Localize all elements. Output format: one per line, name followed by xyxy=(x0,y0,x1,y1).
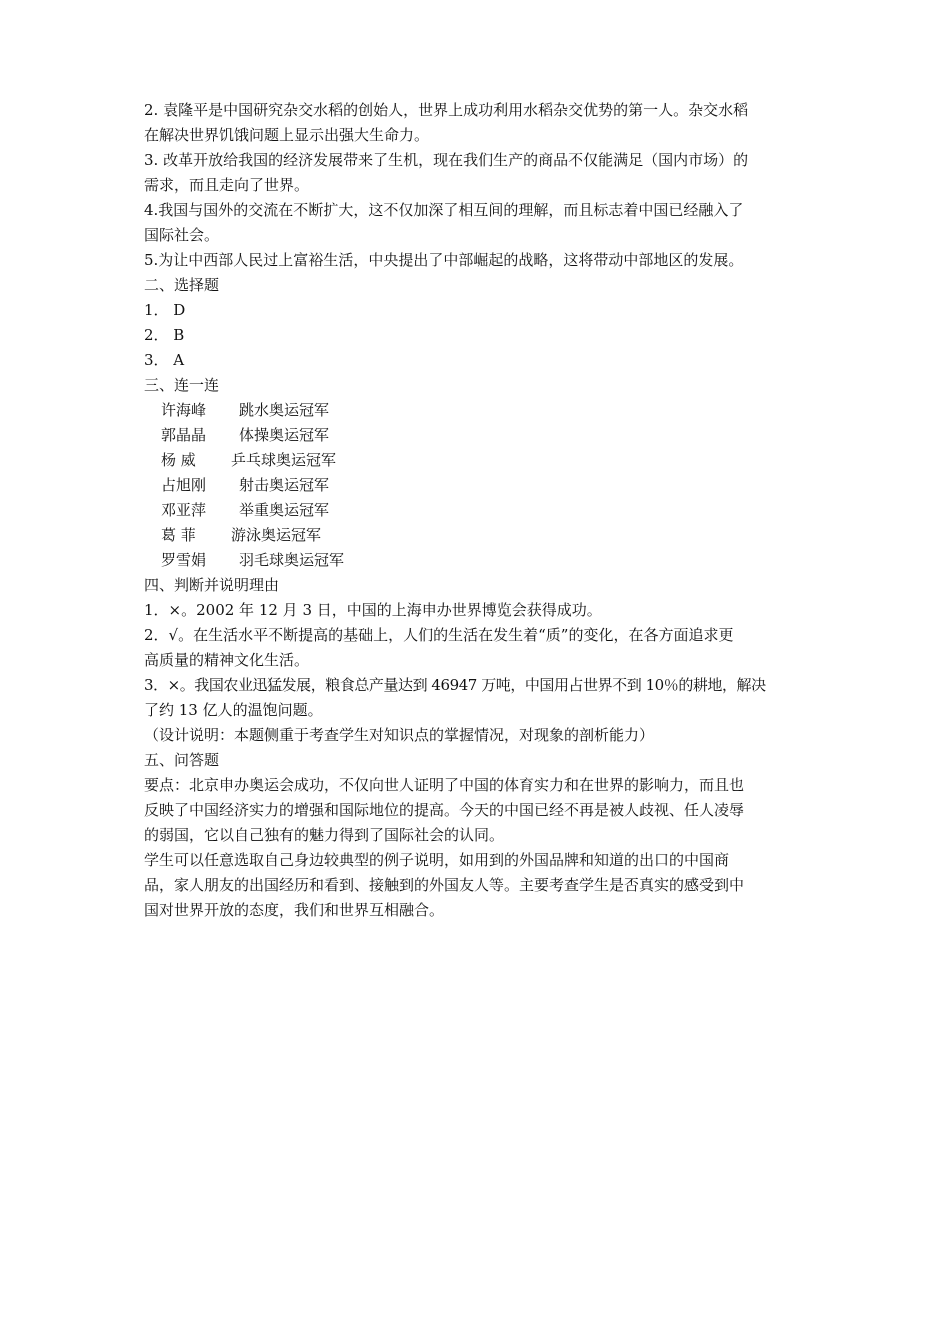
paragraph-line: 品，家人朋友的出国经历和看到、接触到的外国友人等。主要考查学生是否真实的感受到中 xyxy=(144,876,745,894)
section4-judgement xyxy=(144,573,810,748)
paragraph-line: 要点：北京申办奥运会成功，不仅向世人证明了中国的体育实力和在世界的影响力，而且也 xyxy=(144,776,745,794)
answer-item-4 xyxy=(144,198,810,248)
paragraph-line: 反映了中国经济实力的增强和国际地位的提高。今天的中国已经不再是被人歧视、任人凌辱 xyxy=(144,801,745,819)
answer-line: 4.我国与国外的交流在不断扩大，这不仅加深了相互间的理解，而且标志着中国已经融入了 xyxy=(144,201,744,219)
match-row xyxy=(144,473,810,498)
section5-questions xyxy=(144,748,810,923)
answer-paragraph xyxy=(144,773,810,848)
athlete-name: 郭晶晶 xyxy=(161,426,207,444)
judgement-item-2 xyxy=(144,623,810,673)
judgement-line: 2．√。在生活水平不断提高的基础上，人们的生活在发生着“质”的变化，在各方面追求更 xyxy=(144,626,734,644)
answer-item-5 xyxy=(144,248,810,273)
match-row xyxy=(144,548,810,573)
judgement-item-3 xyxy=(144,673,810,723)
answer-line: 国际社会。 xyxy=(144,226,220,244)
section-heading: 三、连一连 xyxy=(144,376,220,394)
champion-title: 射击奥运冠军 xyxy=(239,476,330,494)
athlete-name: 葛 菲 xyxy=(161,526,196,544)
athlete-name: 占旭刚 xyxy=(161,476,207,494)
section3-matching xyxy=(144,373,810,573)
section-heading: 四、判断并说明理由 xyxy=(144,576,280,594)
athlete-name: 邓亚萍 xyxy=(161,501,207,519)
answer-item-2 xyxy=(144,98,810,148)
document-page xyxy=(144,98,810,923)
section2-multiple-choice xyxy=(144,273,810,373)
section-heading: 五、问答题 xyxy=(144,751,220,769)
judgement-line: 1．×。2002 年 12 月 3 日，中国的上海申办世界博览会获得成功。 xyxy=(144,601,602,619)
champion-title: 跳水奥运冠军 xyxy=(239,401,330,419)
choice-answer: 3． A xyxy=(144,351,185,369)
athlete-name: 罗雪娟 xyxy=(161,551,207,569)
section-heading: 二、选择题 xyxy=(144,276,220,294)
judgement-line: 了约 13 亿人的温饱问题。 xyxy=(144,701,323,719)
paragraph-line: 国对世界开放的态度，我们和世界互相融合。 xyxy=(144,901,445,919)
section1-answers xyxy=(144,98,810,273)
match-row xyxy=(144,448,810,473)
paragraph-line: 的弱国，它以自己独有的魅力得到了国际社会的认同。 xyxy=(144,826,505,844)
champion-title: 羽毛球奥运冠军 xyxy=(239,551,345,569)
answer-line: 3. 改革开放给我国的经济发展带来了生机，现在我们生产的商品不仅能满足（国内市场）的 xyxy=(144,151,749,169)
answer-paragraph xyxy=(144,848,810,923)
answer-line: 需求，而且走向了世界。 xyxy=(144,176,310,194)
paragraph-line: 学生可以任意选取自己身边较典型的例子说明，如用到的外国品牌和知道的出口的中国商 xyxy=(144,851,730,869)
answer-line: 5.为让中西部人民过上富裕生活，中央提出了中部崛起的战略，这将带动中部地区的发展。 xyxy=(144,251,744,269)
answer-item-3 xyxy=(144,148,810,198)
answer-line: 2. 袁隆平是中国研究杂交水稻的创始人，世界上成功利用水稻杂交优势的第一人。杂交水稻 xyxy=(144,101,749,119)
judgement-item-1 xyxy=(144,598,810,623)
athlete-name: 许海峰 xyxy=(161,401,207,419)
design-note: （设计说明：本题侧重于考查学生对知识点的掌握情况，对现象的剖析能力） xyxy=(144,726,655,744)
match-row xyxy=(144,423,810,448)
choice-answer: 1． D xyxy=(144,301,186,319)
match-row xyxy=(144,498,810,523)
choice-answer: 2． B xyxy=(144,326,185,344)
champion-title: 体操奥运冠军 xyxy=(239,426,330,444)
champion-title: 游泳奥运冠军 xyxy=(231,526,322,544)
judgement-line: 3．×。我国农业迅猛发展，粮食总产量达到 46947 万吨，中国用占世界不到 10％的耕地，解决 xyxy=(144,676,766,694)
match-row xyxy=(144,523,810,548)
answer-line: 在解决世界饥饿问题上显示出强大生命力。 xyxy=(144,126,430,144)
champion-title: 举重奥运冠军 xyxy=(239,501,330,519)
judgement-line: 高质量的精神文化生活。 xyxy=(144,651,310,669)
match-row xyxy=(144,398,810,423)
athlete-name: 杨 威 xyxy=(161,451,196,469)
champion-title: 乒乓球奥运冠军 xyxy=(231,451,337,469)
